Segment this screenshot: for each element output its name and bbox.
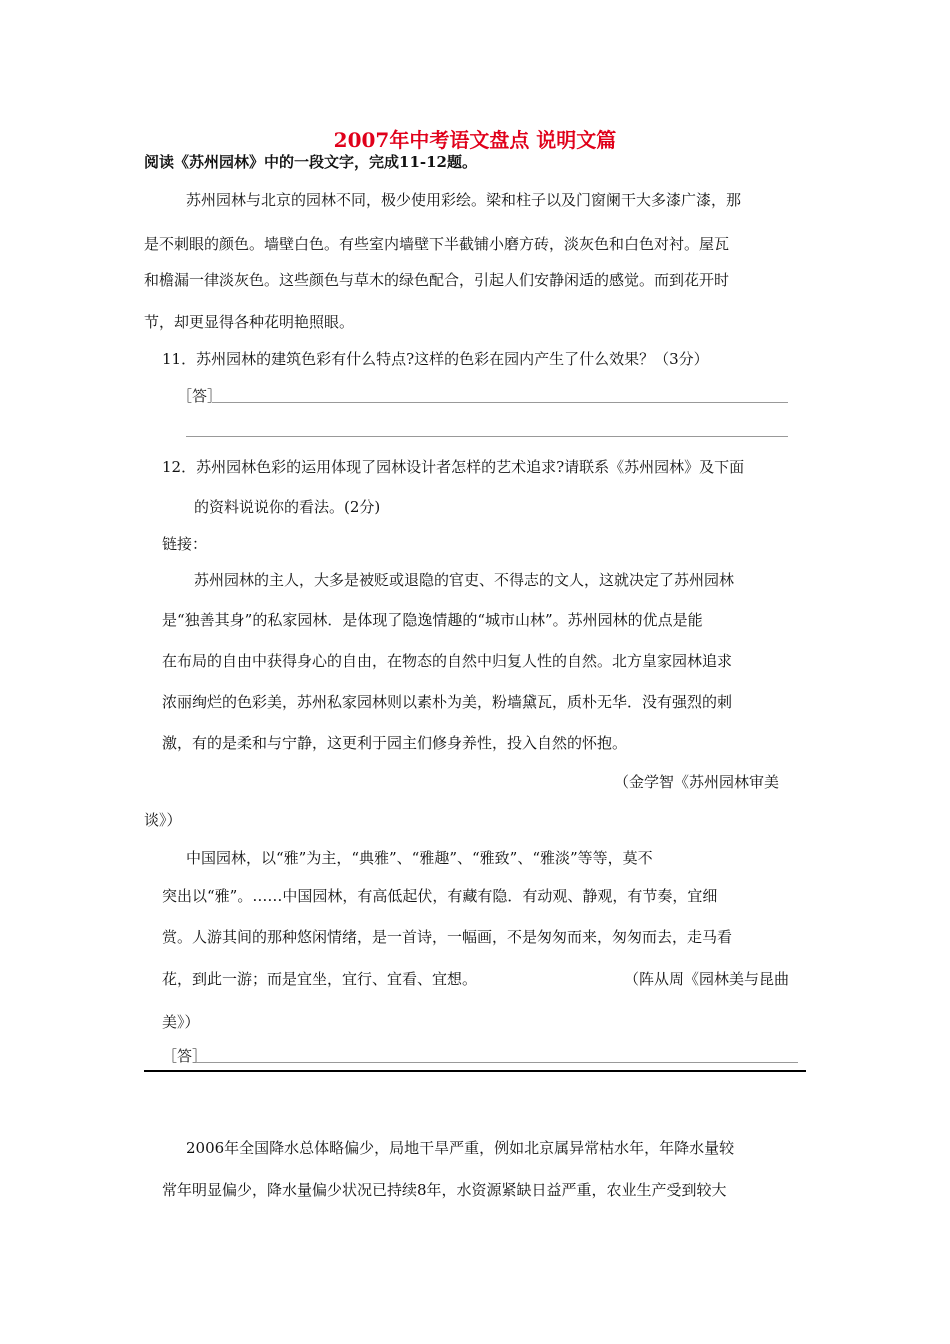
section-divider <box>144 1070 806 1072</box>
link-passage-line: 在布局的自由中获得身心的自由，在物态的自然中归复人性的自然。北方皇家园林追求 <box>162 652 733 670</box>
next-passage-line: 常年明显偏少，降水量偏少状况已持续8年，水资源紧缺日益严重，农业生产受到较大 <box>162 1181 727 1199</box>
passage-line: 是不刺眼的颜色。墙壁白色。有些室内墙壁下半截铺小磨方砖，淡灰色和白色对衬。屋瓦 <box>144 235 730 253</box>
link-passage-line: 突出以“雅”。……中国园林，有高低起伏，有藏有隐．有动观、静观，有节奏，宜细 <box>162 887 718 905</box>
passage-line: 节，却更显得各种花明艳照眼。 <box>144 313 355 331</box>
answer-line[interactable] <box>212 402 788 403</box>
link-label: 链接： <box>162 535 208 553</box>
passage-line: 和檐漏一律淡灰色。这些颜色与草木的绿色配合，引起人们安静闲适的感觉。而到花开时 <box>144 271 730 289</box>
question-12: 12．苏州园林色彩的运用体现了园林设计者怎样的艺术追求?请联系《苏州园林》及下面 <box>162 458 745 476</box>
link-passage-line: 赏。人游其间的那种悠闲情绪，是一首诗，一幅画，不是匆匆而来，匆匆而去，走马看 <box>162 928 733 946</box>
answer-line[interactable] <box>186 436 788 437</box>
source-citation: （金学智《苏州园林审美 <box>614 773 780 791</box>
source-citation: 美》） <box>162 1013 200 1031</box>
link-passage-line: 花，到此一游；而是宜坐，宜行、宜看、宜想。 <box>162 970 478 988</box>
link-passage-line: 浓丽绚烂的色彩美，苏州私家园林则以素朴为美，粉墙黛瓦，质朴无华．没有强烈的刺 <box>162 693 733 711</box>
reading-instruction: 阅读《苏州园林》中的一段文字，完成11-12题。 <box>144 153 477 171</box>
source-citation: （阵从周《园林美与昆曲 <box>624 970 790 988</box>
question-12-continued: 的资料说说你的看法。(2分) <box>194 498 381 516</box>
link-passage-line: 是“独善其身”的私家园林．是体现了隐逸情趣的“城市山林”。苏州园林的优点是能 <box>162 611 703 629</box>
question-11: 11．苏州园林的建筑色彩有什么特点?这样的色彩在园内产生了什么效果？（3分） <box>162 350 709 368</box>
link-passage-line: 激，有的是柔和与宁静，这更利于园主们修身养性，投入自然的怀抱。 <box>162 734 628 752</box>
passage-line: 苏州园林与北京的园林不同，极少使用彩绘。梁和柱子以及门窗阑干大多漆广漆，那 <box>186 191 742 209</box>
link-passage-line: 苏州园林的主人，大多是被贬或退隐的官吏、不得志的文人，这就决定了苏州园林 <box>194 571 735 589</box>
next-passage-line: 2006年全国降水总体略偏少，局地干旱严重，例如北京属异常枯水年，年降水量较 <box>186 1139 735 1157</box>
answer-line[interactable] <box>196 1062 798 1063</box>
answer-label: ［答］ <box>162 1047 208 1065</box>
answer-label: ［答］ <box>177 387 223 405</box>
source-citation: 谈》） <box>144 811 182 829</box>
page-title: 2007年中考语文盘点 说明文篇 <box>333 128 617 152</box>
link-passage-line: 中国园林，以“雅”为主，“典雅”、“雅趣”、“雅致”、“雅淡”等等，莫不 <box>186 849 653 867</box>
